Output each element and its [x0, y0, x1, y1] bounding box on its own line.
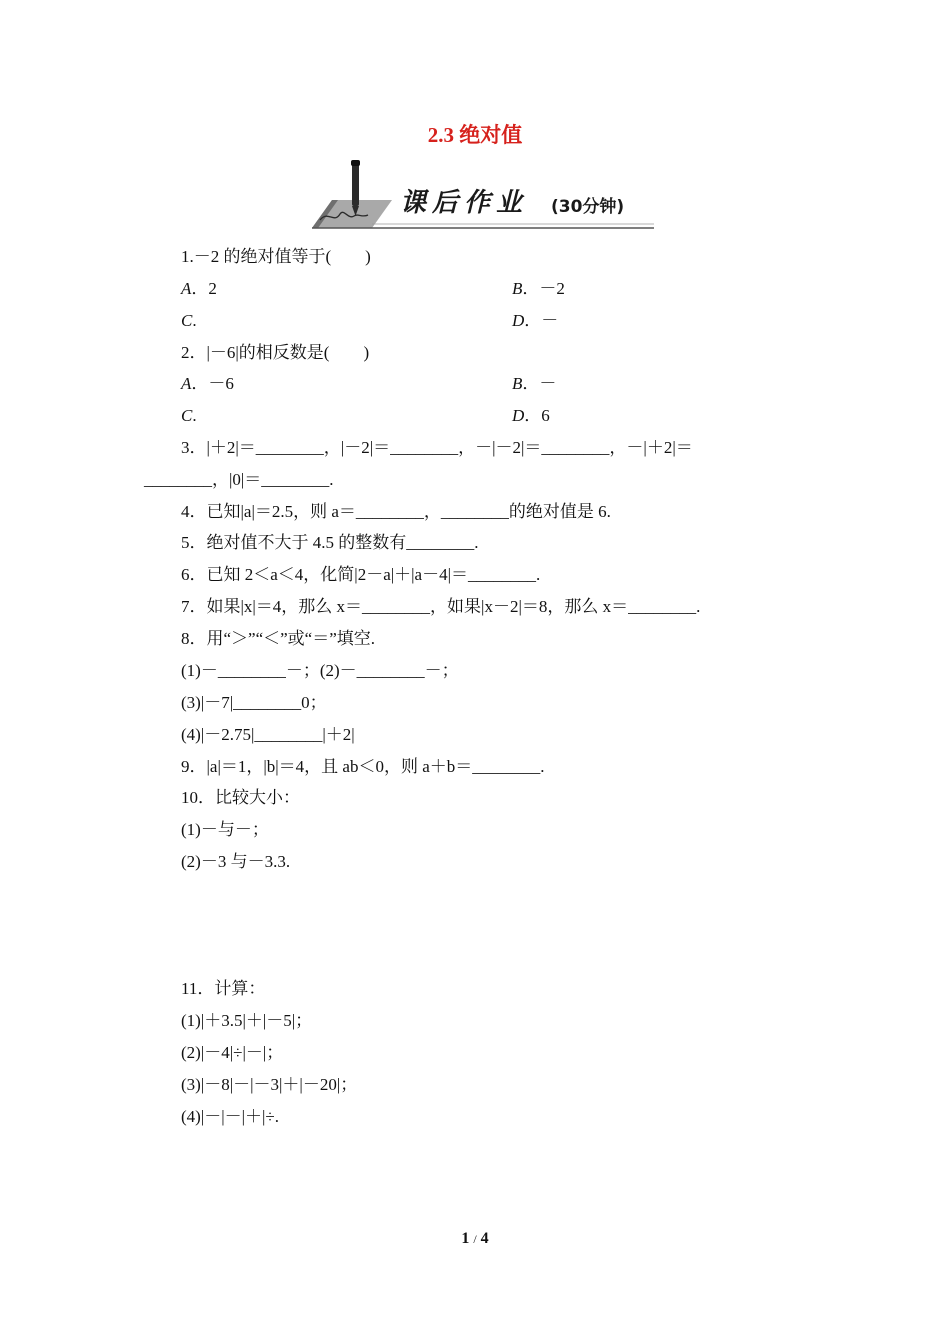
question-10: 10．比较大小：: [181, 788, 300, 807]
option-label: C: [181, 406, 193, 425]
q2-option-a: [181, 372, 234, 396]
question-9: 9．|a|＝1，|b|＝4，且 ab＜0，则 a＋b＝________.: [181, 757, 545, 776]
question-2: 2．|－6|的相反数是( ): [181, 343, 370, 362]
page-number: [0, 1228, 950, 1250]
question-1: 1.－2 的绝对值等于( ): [181, 247, 371, 266]
question-11-part-4: (4)|－|－|＋|÷.: [181, 1107, 280, 1126]
question-10-part-2: (2)－3 与－3.3.: [181, 852, 291, 871]
option-text: ．6: [524, 406, 550, 425]
option-label: B: [512, 279, 523, 298]
q2-option-b: [512, 372, 556, 396]
option-label: C: [181, 311, 193, 330]
question-10-part-1: (1)－与－；: [181, 820, 269, 839]
q2-option-d: [512, 404, 550, 428]
question-3-line-1: 3．|＋2|＝________，|－2|＝________，－|－2|＝________，－|＋2|＝: [181, 438, 693, 457]
option-text: ．2: [191, 279, 217, 298]
option-label: D: [512, 311, 525, 330]
question-8-part-3: (3)|－7|________0；: [181, 693, 327, 712]
option-text: .: [192, 406, 197, 425]
question-6: 6．已知 2＜a＜4，化简|2－a|＋|a－4|＝________.: [181, 565, 541, 584]
question-8-part-4: (4)|－2.75|________|＋2|: [181, 725, 355, 744]
question-8: 8．用“＞”“＜”或“＝”填空.: [181, 629, 376, 648]
option-text: ．－6: [191, 374, 234, 393]
banner-time: (30分钟): [551, 197, 625, 217]
question-11-part-2: (2)|－4|÷|－|；: [181, 1043, 284, 1062]
option-text: ．－: [524, 311, 559, 330]
pen-icon: [352, 162, 359, 206]
option-label: D: [512, 406, 525, 425]
option-text: .: [192, 311, 197, 330]
option-label: A: [181, 279, 192, 298]
total-pages: 4: [480, 1230, 489, 1247]
q1-option-d: [512, 309, 558, 333]
q1-option-c: [181, 309, 197, 333]
page-title: 2.3 绝对值: [427, 123, 523, 147]
q1-option-b: [512, 277, 565, 301]
option-label: B: [512, 374, 523, 393]
question-11-part-3: (3)|－8|－|－3|＋|－20|；: [181, 1075, 358, 1094]
q2-option-c: [181, 404, 197, 428]
question-5: 5．绝对值不大于 4.5 的整数有________.: [181, 533, 479, 552]
question-4: 4．已知|a|＝2.5，则 a＝________，________的绝对值是 6.: [181, 502, 611, 521]
current-page: 1: [461, 1230, 470, 1247]
question-7: 7．如果|x|＝4，那么 x＝________，如果|x－2|＝8，那么 x＝________.: [181, 597, 701, 616]
page-separator: /: [473, 1232, 477, 1246]
option-text: ．－2: [522, 279, 565, 298]
question-8-part-1-2: (1)－________－；(2)－________－；: [181, 661, 459, 680]
q1-option-a: [181, 277, 217, 301]
question-11-part-1: (1)|＋3.5|＋|－5|；: [181, 1011, 313, 1030]
banner-label: 课后作业: [400, 188, 529, 218]
option-text: ．－: [522, 374, 557, 393]
question-3-line-2: ________，|0|＝________.: [144, 470, 334, 489]
option-label: A: [181, 374, 192, 393]
question-11: 11．计算：: [181, 979, 266, 998]
